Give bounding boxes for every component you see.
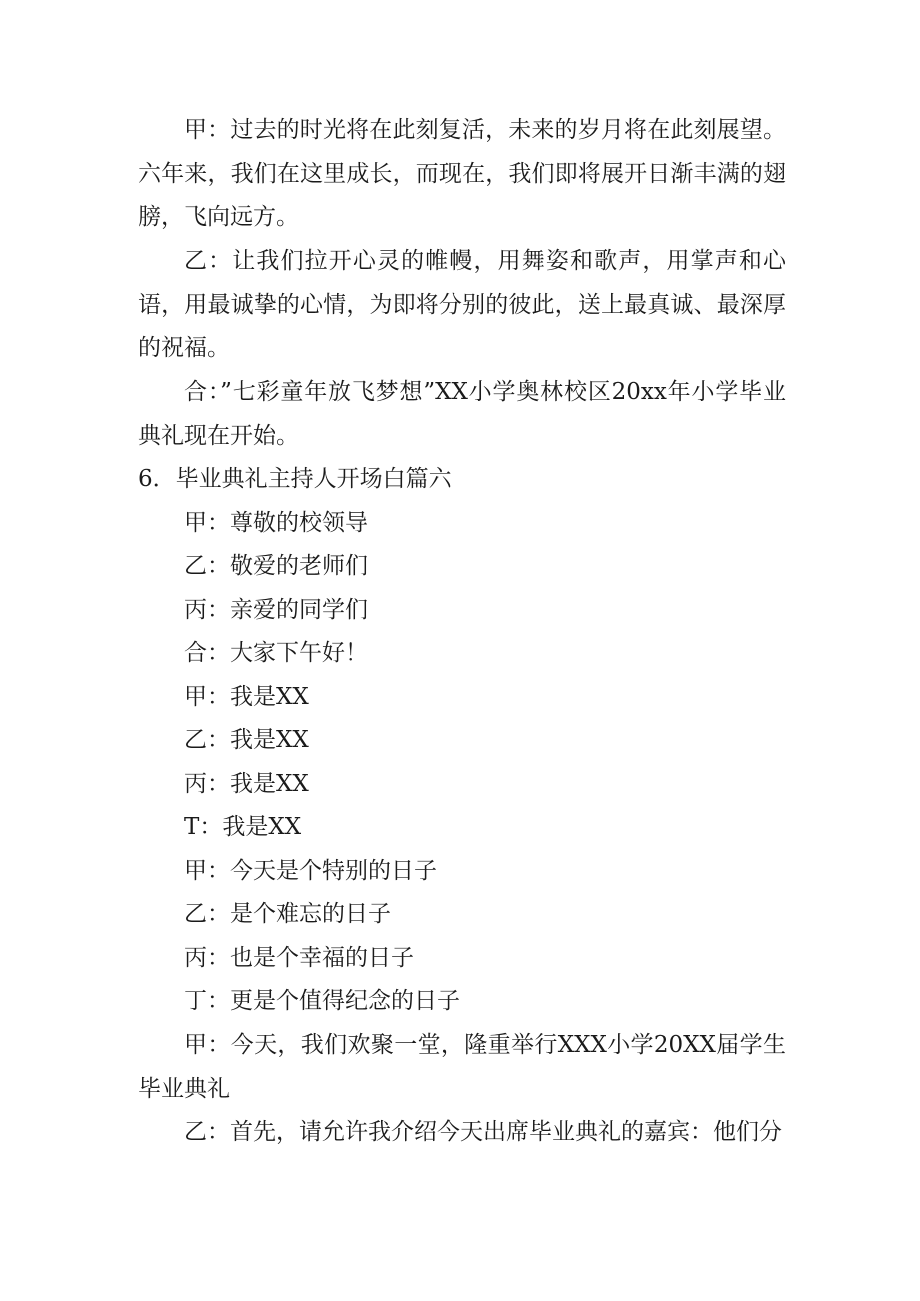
dialogue-line: 丁：更是个值得纪念的日子 bbox=[184, 988, 460, 1014]
dialogue-line: 甲：尊敬的校领导 bbox=[184, 510, 368, 536]
dialogue-line: 乙：敬爱的老师们 bbox=[184, 553, 368, 579]
dialogue-line: T：我是XX bbox=[184, 814, 302, 840]
dialogue-line: 乙：是个难忘的日子 bbox=[184, 901, 391, 927]
paragraph-yi-guests: 乙：首先，请允许我介绍今天出席毕业典礼的嘉宾：他们分 bbox=[184, 1119, 782, 1145]
section-heading: 6．毕业典礼主持人开场白篇六 bbox=[138, 466, 452, 492]
dialogue-line: 乙：我是XX bbox=[184, 727, 309, 753]
paragraph-jia-intro: 甲：过去的时光将在此刻复活，未来的岁月将在此刻展望。六年来，我们在这里成长，而现在，我们即将展开日渐丰满的翅膀，飞向远方。 bbox=[138, 117, 786, 230]
dialogue-line: 甲：今天是个特别的日子 bbox=[184, 858, 437, 884]
dialogue-line: 丙：亲爱的同学们 bbox=[184, 597, 368, 623]
dialogue-line: 丙：我是XX bbox=[184, 771, 309, 797]
dialogue-line: 丙：也是个幸福的日子 bbox=[184, 945, 414, 971]
paragraph-yi-intro: 乙：让我们拉开心灵的帷幔，用舞姿和歌声，用掌声和心语，用最诚挚的心情，为即将分别的彼此，送上最真诚、最深厚的祝福。 bbox=[138, 248, 786, 361]
paragraph-he-opening: 合：”七彩童年放飞梦想”XX小学奥林校区20xx年小学毕业典礼现在开始。 bbox=[138, 379, 786, 449]
paragraph-jia-ceremony: 甲：今天，我们欢聚一堂，隆重举行XXX小学20XX届学生毕业典礼 bbox=[138, 1032, 786, 1102]
dialogue-line: 甲：我是XX bbox=[184, 684, 309, 710]
dialogue-line: 合：大家下午好！ bbox=[184, 640, 368, 666]
